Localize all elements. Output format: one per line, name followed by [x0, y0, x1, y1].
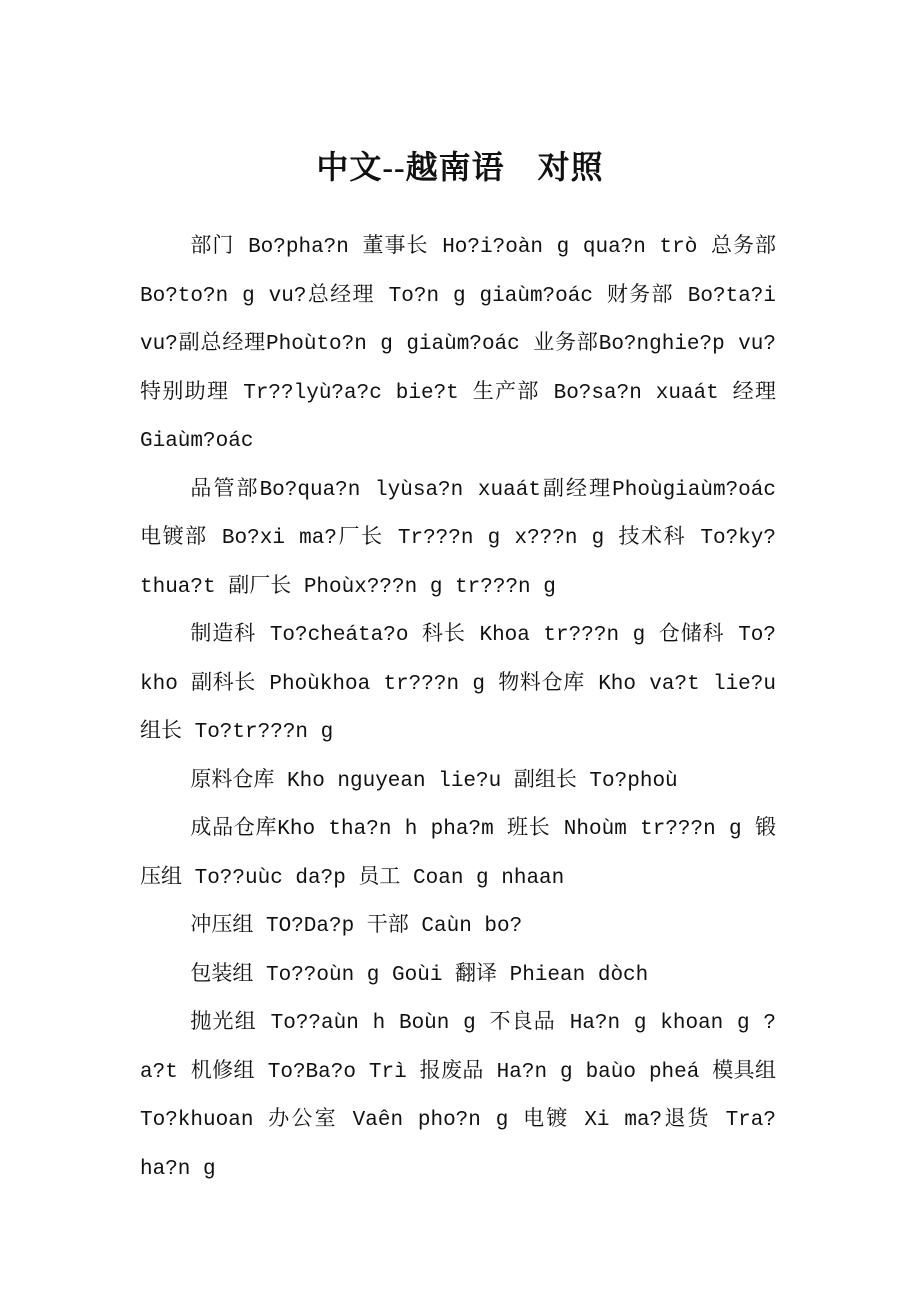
paragraph-quality-plating: 品管部Bo?qua?n lyùsa?n xuaát副经理Phoùgiaùm?oác 电镀部 Bo?xi ma?厂长 Tr???n g x???n g 技术科 To?ky?thua?t 副厂长 Phoùx???n g tr???n g	[140, 478, 776, 599]
paragraph-packaging: 包装组 To??oùn g Goùi 翻译 Phiean dòch	[190, 963, 649, 987]
paragraph-polishing: 抛光组 To??aùn h Boùn g 不良品 Ha?n g khoan g ?a?t 机修组 To?Ba?o Trì 报废品 Ha?n g baùo pheá 模具组 To?khuoan 办公室 Vaên pho?n g 电镀 Xi ma?退货 Tra?ha?n g	[140, 1012, 776, 1181]
paragraph-raw-material: 原料仓库 Kho nguyean lie?u 副组长 To?phoù	[190, 769, 678, 793]
document-title: 中文--越南语 对照	[316, 149, 604, 185]
document-body	[140, 224, 776, 1194]
paragraph-stamping: 冲压组 TO?Da?p 干部 Caùn bo?	[190, 915, 523, 938]
paragraph-departments: 部门 Bo?pha?n 董事长 Ho?i?oàn g qua?n trò 总务部 Bo?to?n g vu?总经理 To?n g giaùm?oác 财务部 Bo?ta?i vu?副总经理Phoùto?n g giaùm?oác 业务部Bo?nghie?p vu?特别助理 Tr??lyù?a?c bie?t 生产部 Bo?sa?n xuaát 经理 Giaùm?oác	[140, 236, 776, 453]
paragraph-manufacturing: 制造科 To?cheáta?o 科长 Khoa tr???n g 仓储科 To?kho 副科长 Phoùkhoa tr???n g 物料仓库 Kho va?t lie?u 组长 To?tr???n g	[140, 624, 776, 744]
paragraph-finished-goods: 成品仓库Kho tha?n h pha?m 班长 Nhoùm tr???n g 锻压组 To??uùc da?p 员工 Coan g nhaan	[140, 818, 776, 890]
